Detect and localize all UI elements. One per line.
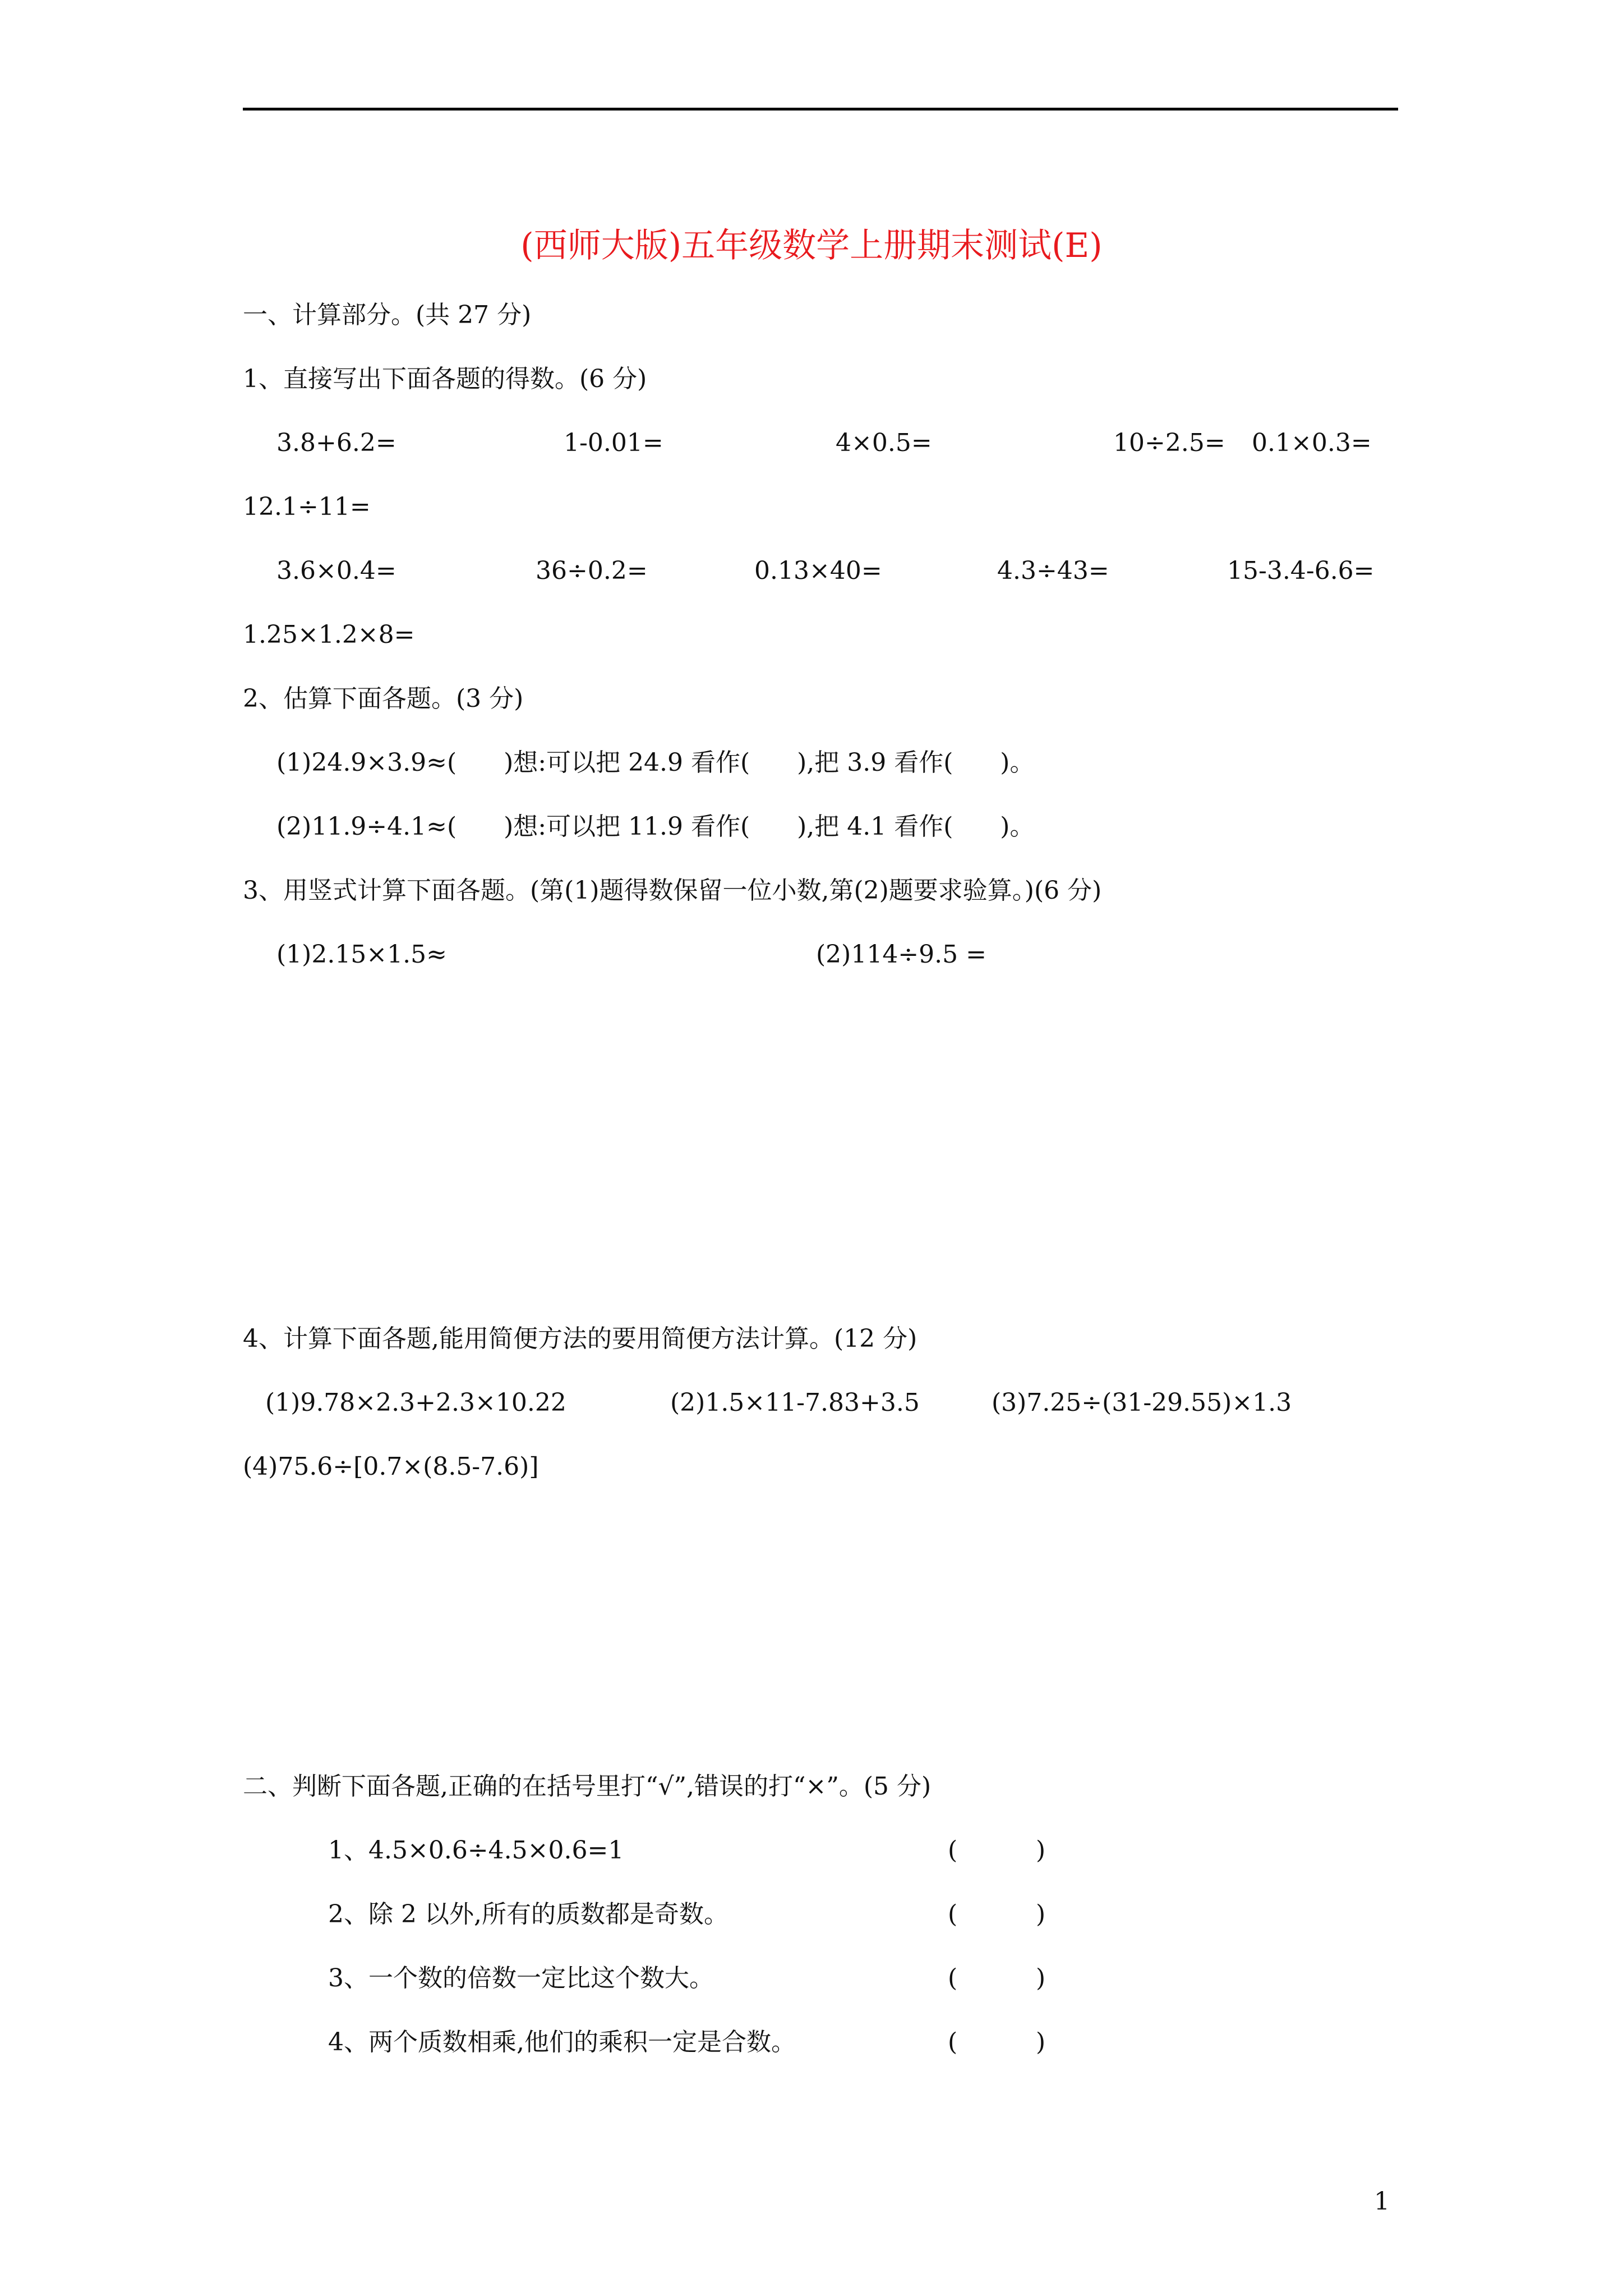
q4-item: (1)9.78×2.3+2.3×10.22 — [265, 1388, 566, 1417]
header-rule — [243, 108, 1398, 111]
judge-item-text: 2、除 2 以外,所有的质数都是奇数。 — [328, 1900, 728, 1929]
q1-item: 3.6×0.4= — [276, 556, 396, 585]
judge-item-bracket[interactable]: ( ) — [948, 1900, 1046, 1929]
q3-item: (1)2.15×1.5≈ — [276, 940, 448, 969]
judge-item-text: 3、一个数的倍数一定比这个数大。 — [328, 1964, 714, 1993]
q1-item: 12.1÷11= — [243, 493, 371, 521]
section1-heading: 一、计算部分。(共 27 分) — [243, 301, 532, 329]
q1-item: 1.25×1.2×8= — [243, 620, 415, 649]
q1-item: 0.13×40= — [754, 556, 882, 585]
q1-item: 10÷2.5= — [1113, 429, 1225, 457]
q4-item: (4)75.6÷[0.7×(8.5-7.6)] — [243, 1452, 539, 1481]
q1-item: 3.8+6.2= — [276, 429, 396, 457]
q1-item: 4×0.5= — [836, 429, 932, 457]
q3-label: 3、用竖式计算下面各题。(第(1)题得数保留一位小数,第(2)题要求验算。)(6 分) — [243, 876, 1102, 905]
page-title: (西师大版)五年级数学上册期末测试(E) — [520, 226, 1103, 265]
q3-item: (2)114÷9.5 = — [816, 940, 987, 969]
q1-item: 15-3.4-6.6= — [1227, 556, 1375, 585]
judge-item-bracket[interactable]: ( ) — [948, 1836, 1046, 1865]
q2-label: 2、估算下面各题。(3 分) — [243, 684, 524, 713]
judge-item-bracket[interactable]: ( ) — [948, 1964, 1046, 1993]
page-number: 1 — [1374, 2187, 1390, 2216]
q1-item: 4.3÷43= — [997, 556, 1109, 585]
q1-item: 36÷0.2= — [536, 556, 648, 585]
q1-label: 1、直接写出下面各题的得数。(6 分) — [243, 365, 647, 393]
judge-item-text: 4、两个质数相乘,他们的乘积一定是合数。 — [328, 2028, 796, 2056]
q4-item: (2)1.5×11-7.83+3.5 — [670, 1388, 920, 1417]
section2-heading: 二、判断下面各题,正确的在括号里打“√”,错误的打“×”。(5 分) — [243, 1772, 932, 1801]
q2-item: (1)24.9×3.9≈( )想:可以把 24.9 看作( ),把 3.9 看作( )。 — [276, 748, 1035, 777]
q4-label: 4、计算下面各题,能用简便方法的要用简便方法计算。(12 分) — [243, 1324, 917, 1353]
judge-item-bracket[interactable]: ( ) — [948, 2028, 1046, 2056]
q2-item: (2)11.9÷4.1≈( )想:可以把 11.9 看作( ),把 4.1 看作( )。 — [276, 812, 1035, 841]
judge-item-text: 1、4.5×0.6÷4.5×0.6=1 — [328, 1836, 624, 1865]
q1-item: 0.1×0.3= — [1252, 429, 1372, 457]
q1-item: 1-0.01= — [564, 429, 663, 457]
q4-item: (3)7.25÷(31-29.55)×1.3 — [992, 1388, 1292, 1417]
